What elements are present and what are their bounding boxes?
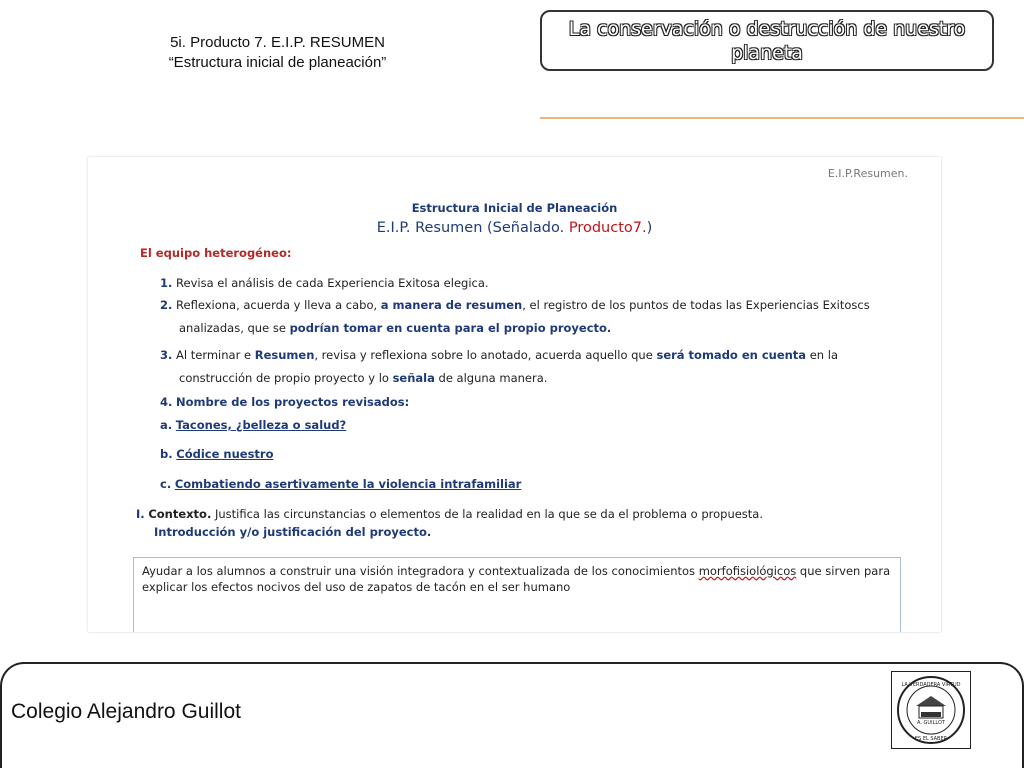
roman-numeral: I. bbox=[136, 507, 145, 521]
project-link-b[interactable]: Códice nuestro bbox=[176, 447, 274, 461]
item-number: 1. bbox=[160, 276, 173, 290]
document-screenshot bbox=[88, 157, 941, 632]
header-divider bbox=[540, 117, 1024, 119]
doc-subtitle: Estructura Inicial de Planeación bbox=[411, 201, 618, 215]
project-link-c[interactable]: Combatiendo asertivamente la violencia intrafamiliar bbox=[174, 477, 522, 491]
projects-heading: Nombre de los proyectos revisados: bbox=[176, 395, 410, 409]
school-name: Colegio Alejandro Guillot bbox=[11, 700, 241, 723]
list-item-2-cont bbox=[179, 321, 611, 335]
list-item-1 bbox=[160, 276, 489, 290]
item-text: , el registro de los puntos de todas las Experiencias Exitoscs bbox=[522, 298, 870, 312]
seal-mid-text: A. GUILLOT bbox=[917, 720, 945, 726]
item-text: Reflexiona, acuerda y lleva a cabo, bbox=[176, 298, 381, 312]
item-highlight: será tomado en cuenta bbox=[656, 348, 807, 362]
spellcheck-word: morfofisiológicos bbox=[698, 564, 797, 578]
seal-bottom-text: ES EL SABER bbox=[914, 736, 948, 742]
item-number: 3. bbox=[160, 348, 173, 362]
doc-title bbox=[88, 220, 941, 236]
product-label: 5i. Producto 7. E.I.P. RESUMEN bbox=[170, 34, 385, 51]
item-text: en la bbox=[806, 348, 838, 362]
item-text: de alguna manera. bbox=[434, 371, 548, 385]
context-label: Contexto. bbox=[148, 507, 212, 521]
context-text: Justifica las circunstancias o elementos de la realidad en la que se da el problema o propuesta. bbox=[211, 507, 764, 521]
doc-title-part3: ) bbox=[646, 220, 653, 236]
list-item-3-cont bbox=[179, 371, 547, 385]
context-item bbox=[136, 507, 763, 521]
item-text: , revisa y reflexiona sobre lo anotado, acuerda aquello que bbox=[314, 348, 657, 362]
item-highlight: señala bbox=[392, 371, 435, 385]
seal-icon bbox=[892, 672, 970, 748]
item-number: 4. bbox=[160, 395, 173, 409]
item-number: 2. bbox=[160, 298, 173, 312]
slide-title: La conservación o destrucción de nuestro planeta bbox=[568, 17, 966, 64]
slide-subtitle bbox=[140, 33, 415, 73]
context-text-1: Ayudar a los alumnos a construir una visión integradora y contextualizada de los conocimientos bbox=[142, 564, 699, 578]
item-highlight: a manera de resumen bbox=[380, 298, 523, 312]
context-text-2: que sirven para explicar los efectos nocivos del uso de zapatos de tacón en el ser humano bbox=[142, 564, 891, 594]
school-seal-logo bbox=[891, 671, 971, 749]
item-highlight: Resumen bbox=[254, 348, 315, 362]
structure-label: “Estructura inicial de planeación” bbox=[168, 54, 387, 71]
doc-title-part2: Producto7. bbox=[568, 220, 647, 236]
item-text: analizadas, que se bbox=[179, 321, 290, 335]
list-item-2 bbox=[160, 298, 870, 312]
project-link-a[interactable]: Tacones, ¿belleza o salud? bbox=[175, 418, 347, 432]
doc-corner-label: E.I.P.Resumen. bbox=[827, 167, 908, 180]
seal-top-text: LA VERDADERA VIRTUD bbox=[901, 682, 961, 688]
project-a bbox=[160, 418, 346, 432]
project-b bbox=[160, 447, 274, 461]
project-letter: c. bbox=[160, 477, 172, 491]
item-highlight: podrían tomar en cuenta para el propio proyecto. bbox=[289, 321, 612, 335]
project-c bbox=[160, 477, 521, 491]
slide-title-box bbox=[540, 10, 994, 71]
list-item-3 bbox=[160, 348, 838, 362]
item-text: Revisa el análisis de cada Experiencia Exitosa elegica. bbox=[176, 276, 489, 290]
list-item-4 bbox=[160, 395, 409, 409]
team-label: El equipo heterogéneo: bbox=[140, 246, 292, 260]
doc-title-part1: E.I.P. Resumen (Señalado. bbox=[376, 220, 569, 236]
item-text: construcción de propio proyecto y lo bbox=[179, 371, 393, 385]
project-letter: b. bbox=[160, 447, 173, 461]
project-letter: a. bbox=[160, 418, 173, 432]
item-text: Al terminar e bbox=[176, 348, 255, 362]
context-textbox[interactable] bbox=[133, 557, 901, 632]
context-subheading: Introducción y/o justificación del proyecto. bbox=[154, 525, 432, 539]
